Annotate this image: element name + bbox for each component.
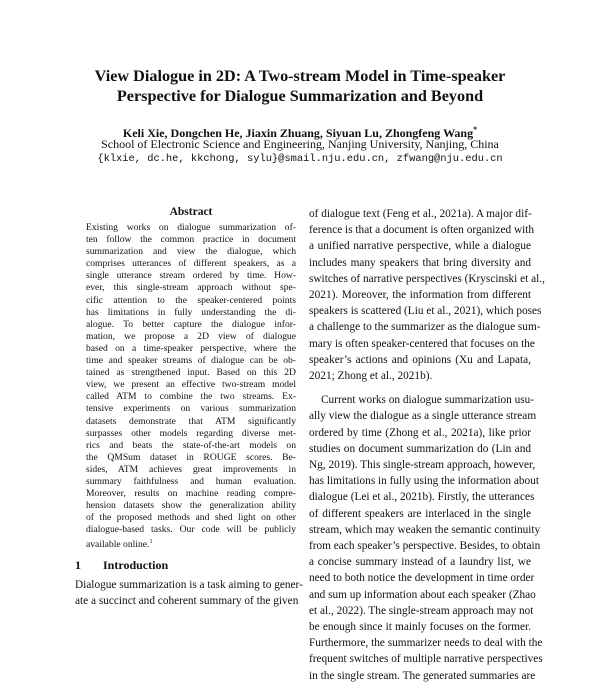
right-column-text [309,206,545,684]
abstract-line: mation, we propose a 2D view of dialogue [86,330,296,342]
body-line: includes many speakers that bring diversity and [309,256,531,269]
abstract-line: ten follow the common practice in document [86,234,296,246]
paper-title [40,66,560,106]
body-line: mary is often speaker-centered that focuses on the [309,337,535,350]
body-line: dialogue (Lei et al., 2021b). Firstly, the utterances [309,491,535,504]
author-emails: {klxie, dc.he, kkchong, sylu}@smail.nju.edu.cn, zfwang@nju.edu.cn [97,153,503,165]
abstract-line: dialogue-based tasks. Our code will be publicly [86,524,296,536]
abstract-line: of the proposed methods and shed light on other [86,512,296,524]
body-line: Current works on dialogue summarization usu- [321,394,535,407]
abstract-heading: Abstract [169,206,213,218]
abstract-line: datasets demonstrate that ATM significantly [86,415,296,427]
section-heading [75,558,295,572]
authors-text: Keli Xie, Dongchen He, Jiaxin Zhuang, Siyuan Lu, Zhongfeng Wang [122,126,474,140]
abstract-line: tained as strengthened input. Based on this 2D [86,367,296,379]
abstract-line: rics and beats the state-of-the-art models on [86,439,296,451]
title-line: View Dialogue in 2D: A Two-stream Model in Time-speaker [94,67,506,85]
corresponding-author-mark: * [473,125,478,134]
intro-line: Dialogue summarization is a task aiming to gener- [75,579,303,591]
abstract-line: cific attention to the speaker-centered points [86,294,296,306]
abstract-line: the QMSum dataset in ROUGE scores. Be- [86,451,296,463]
abstract-line: surpasses other models regarding diverse met- [86,427,296,439]
body-line: in the single stream. The generated summaries are [309,669,536,682]
abstract-line: available online. [86,539,150,551]
paragraph-gap [309,384,531,392]
abstract-line: has limitations in fully understanding the di- [86,306,296,318]
title-line: Perspective for Dialogue Summarization and Beyond [116,87,484,105]
abstract-line: tensive experiments on various summarization [86,403,296,415]
abstract-line: based on a time-speaker perspective, where the [86,342,296,354]
body-line: need to both notice the development in time order [309,572,535,585]
body-line: a concise summary instead of a laundry list, we [309,556,531,569]
body-line: 2021). Moreover, the information from different [309,289,531,302]
abstract-body [86,222,296,552]
abstract-line: Existing works on dialogue summarization of- [86,222,296,233]
body-line: ference is that a document is often organized with [309,224,535,237]
abstract-line: comprises utterances of different speakers, as a [86,258,296,270]
abstract-line: summary faithfulness and human evaluation. [86,475,296,487]
abstract-line: Moreover, results on machine reading compre- [86,488,296,500]
abstract-line: view, we present an effective two-stream model [86,379,296,391]
body-line: of dialogue text (Feng et al., 2021a). A major dif- [309,208,532,220]
body-line: a challenge to the summarizer as the dialogue sum- [309,321,541,334]
body-line: ally view the dialogue as a single utterance stream [309,410,537,423]
abstract-line: called ATM to combine the two streams. Ex- [86,391,296,403]
body-line: from each speaker’s perspective. Besides, to obtain [309,540,541,553]
body-line: of different speakers are interlaced in the single [309,507,531,520]
section-title: Introduction [103,558,169,572]
introduction-body [75,577,303,609]
body-line: and sum up information about each speaker (Zhao [309,588,536,601]
abstract-line: alogue. To better capture the dialogue infor- [86,318,296,330]
body-line: et al., 2022). The single-stream approach may not [309,604,534,617]
body-line: 2021; Zhong et al., 2021b). [309,370,433,383]
body-line: stream, which may weaken the semantic continuity [309,523,541,536]
abstract-line: summarization and view the dialogue, which [86,246,296,258]
body-line: be enough since it mainly focuses on the former. [309,621,531,634]
body-line: Furthermore, the summarizer needs to deal with the [309,637,543,650]
affiliation: School of Electronic Science and Engineering, Nanjing University, Nanjing, China [101,137,499,151]
body-line: Ng, 2019). This single-stream approach, however, [309,459,536,472]
body-line: studies on document summarization do (Lin and [309,442,531,455]
body-line: a unified narrative perspective, while a dialogue [309,240,531,253]
abstract-line: time and speaker streams of dialogue can be ob- [86,355,296,367]
paragraph [309,206,545,384]
intro-line: ate a succinct and coherent summary of the given [75,595,299,608]
body-line: switches of narrative perspectives (Kryscinski et al., [309,272,545,285]
abstract-line: single utterance stream ordered by time. How- [86,270,296,282]
body-line: has limitations in fully using the information about [309,475,539,488]
body-line: speaker’s actions and opinions (Xu and Lapata, [309,353,531,366]
body-line: ordered by time (Zhong et al., 2021a), like prior [309,426,531,439]
body-line: speakers is scattered (Liu et al., 2021), which poses [309,305,542,318]
paragraph [309,392,543,684]
abstract-line: sides, ATM achieves great improvements in [86,463,296,475]
abstract-last-line [86,536,296,551]
footnote-marker[interactable]: 1 [149,538,153,546]
section-number: 1 [75,558,81,572]
body-line: frequent switches of multiple narrative perspectives [309,653,543,666]
abstract-line: ever, this single-stream approach without spe- [86,282,296,294]
abstract-line: hension datasets show the generalization ability [86,500,296,512]
